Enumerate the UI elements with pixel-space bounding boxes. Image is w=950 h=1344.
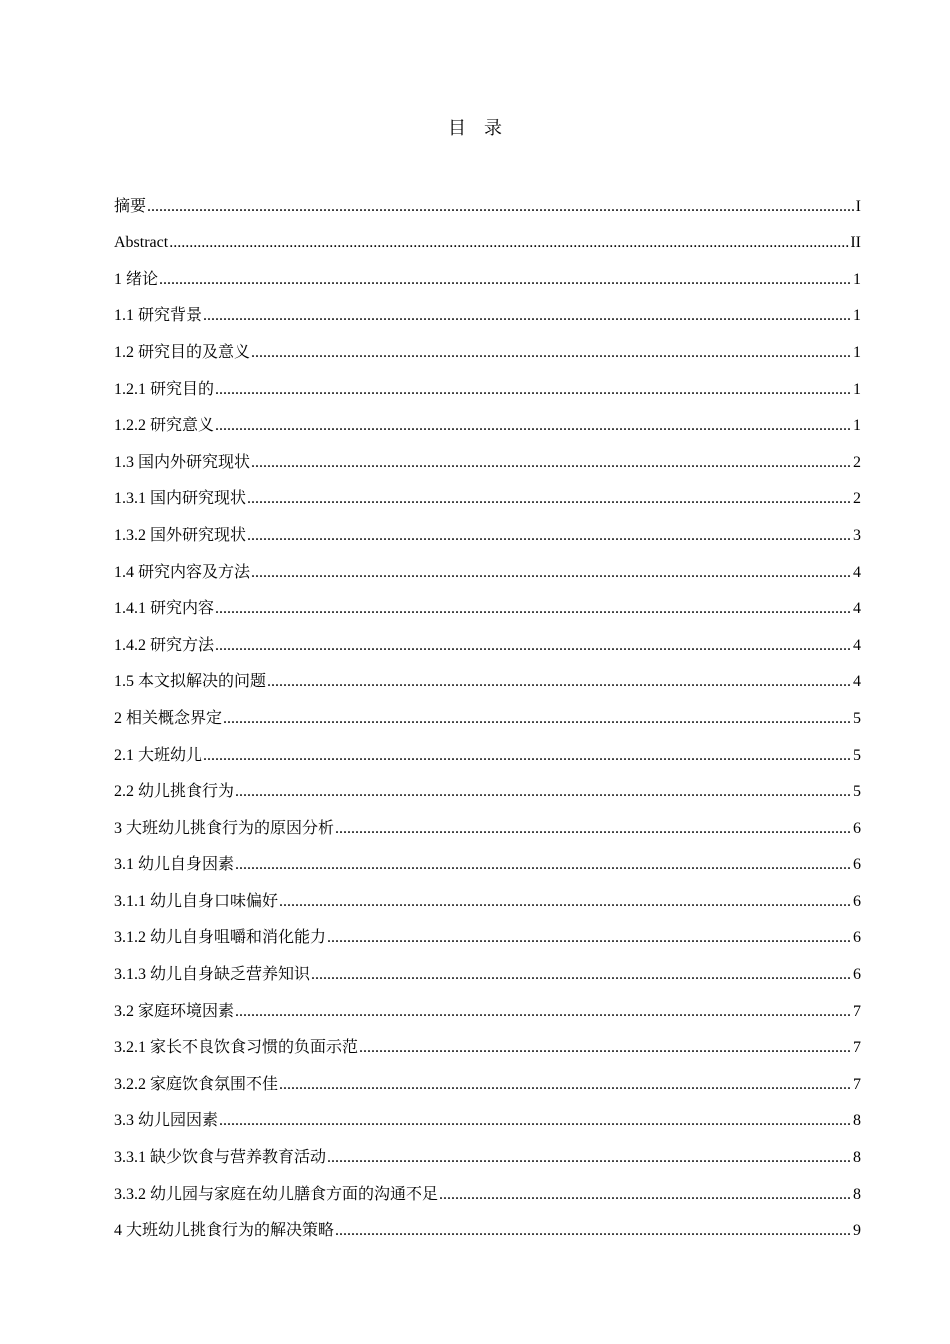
toc-dot-leader <box>439 1185 852 1205</box>
toc-entry-label: 1.5 本文拟解决的问题 <box>114 673 267 691</box>
toc-dot-leader <box>235 782 852 802</box>
toc-entry-label: 1.3 国内外研究现状 <box>114 453 251 471</box>
toc-entry[interactable] <box>114 1095 861 1132</box>
toc-entry[interactable] <box>114 1168 861 1205</box>
toc-dot-leader <box>247 526 852 546</box>
toc-entry-page-number: 7 <box>853 1039 861 1057</box>
toc-entry-label: 2.1 大班幼儿 <box>114 746 203 764</box>
toc-entry[interactable] <box>114 363 861 400</box>
toc-entry-page-number: I <box>855 197 861 215</box>
toc-entry[interactable] <box>114 619 861 656</box>
toc-entry-page-number: 6 <box>853 892 861 910</box>
toc-entry-label: 3.1.3 幼儿自身缺乏营养知识 <box>114 966 311 984</box>
toc-entry-label: 1.2.2 研究意义 <box>114 417 215 435</box>
toc-entry-label: 1.2.1 研究目的 <box>114 380 215 398</box>
toc-entry-page-number: 6 <box>853 929 861 947</box>
toc-entry[interactable] <box>114 290 861 327</box>
toc-dot-leader <box>327 928 852 948</box>
toc-entry-page-number: II <box>850 234 861 252</box>
toc-entry-label: 3.3.1 缺少饮食与营养教育活动 <box>114 1149 327 1167</box>
toc-entry[interactable] <box>114 253 861 290</box>
toc-title: 目 录 <box>448 118 502 138</box>
toc-entry-label: 摘要 <box>114 197 147 215</box>
toc-entry-label: 1.4 研究内容及方法 <box>114 563 251 581</box>
toc-dot-leader <box>279 1075 852 1095</box>
toc-entry[interactable] <box>114 546 861 583</box>
toc-entry-label: 1.4.2 研究方法 <box>114 636 215 654</box>
toc-entry[interactable] <box>114 583 861 620</box>
toc-entry[interactable] <box>114 473 861 510</box>
toc-entry[interactable] <box>114 839 861 876</box>
toc-entry-page-number: 1 <box>853 417 861 435</box>
toc-entry-page-number: 4 <box>853 563 861 581</box>
toc-entry-label: 1 绪论 <box>114 270 159 288</box>
toc-entry[interactable] <box>114 656 861 693</box>
toc-entry-page-number: 1 <box>853 307 861 325</box>
toc-dot-leader <box>215 636 852 656</box>
toc-entry-page-number: 1 <box>853 343 861 361</box>
toc-entry[interactable] <box>114 692 861 729</box>
toc-entry-label: 3.1.2 幼儿自身咀嚼和消化能力 <box>114 929 327 947</box>
toc-entry-label: 4 大班幼儿挑食行为的解决策略 <box>114 1222 335 1240</box>
toc-entry-label: 1.1 研究背景 <box>114 307 203 325</box>
toc-entry-label: 3.2.1 家长不良饮食习惯的负面示范 <box>114 1039 359 1057</box>
toc-entry-page-number: 8 <box>853 1149 861 1167</box>
toc-entry[interactable] <box>114 509 861 546</box>
toc-entry[interactable] <box>114 875 861 912</box>
toc-entry-page-number: 1 <box>853 270 861 288</box>
toc-entry-label: 3.2 家庭环境因素 <box>114 1002 235 1020</box>
toc-entry-page-number: 2 <box>853 490 861 508</box>
toc-dot-leader <box>159 270 852 290</box>
toc-entry-page-number: 4 <box>853 673 861 691</box>
toc-dot-leader <box>267 672 852 692</box>
toc-dot-leader <box>235 855 852 875</box>
toc-dot-leader <box>219 1111 852 1131</box>
toc-entry[interactable] <box>114 1022 861 1059</box>
toc-dot-leader <box>251 563 852 583</box>
toc-entry[interactable] <box>114 400 861 437</box>
toc-entry[interactable] <box>114 1205 861 1242</box>
toc-entry[interactable] <box>114 766 861 803</box>
toc-dot-leader <box>335 819 852 839</box>
toc-dot-leader <box>169 233 849 253</box>
toc-entry-label: 2 相关概念界定 <box>114 709 223 727</box>
toc-entry[interactable] <box>114 948 861 985</box>
toc-dot-leader <box>235 1002 852 1022</box>
toc-dot-leader <box>279 892 852 912</box>
toc-entry-label: 3.3.2 幼儿园与家庭在幼儿膳食方面的沟通不足 <box>114 1185 439 1203</box>
toc-entry-label: 1.3.2 国外研究现状 <box>114 526 247 544</box>
toc-dot-leader <box>327 1148 852 1168</box>
toc-entry[interactable] <box>114 217 861 254</box>
toc-entry-label: 3.1.1 幼儿自身口味偏好 <box>114 892 279 910</box>
toc-dot-leader <box>335 1221 852 1241</box>
toc-dot-leader <box>203 746 852 766</box>
toc-entry-page-number: 5 <box>853 746 861 764</box>
toc-entry-page-number: 9 <box>853 1222 861 1240</box>
toc-entry-page-number: 3 <box>853 526 861 544</box>
toc-dot-leader <box>223 709 852 729</box>
toc-dot-leader <box>215 380 852 400</box>
toc-entry[interactable] <box>114 326 861 363</box>
toc-entry-page-number: 5 <box>853 783 861 801</box>
toc-entry-page-number: 8 <box>853 1112 861 1130</box>
toc-entry-page-number: 6 <box>853 966 861 984</box>
toc-entry-label: 3.3 幼儿园因素 <box>114 1112 219 1130</box>
toc-entry-page-number: 7 <box>853 1002 861 1020</box>
toc-entry-page-number: 5 <box>853 709 861 727</box>
toc-dot-leader <box>251 343 852 363</box>
toc-dot-leader <box>251 453 852 473</box>
toc-entry-label: 3.2.2 家庭饮食氛围不佳 <box>114 1075 279 1093</box>
toc-entry-label: 1.4.1 研究内容 <box>114 600 215 618</box>
toc-dot-leader <box>215 416 852 436</box>
toc-entry-page-number: 4 <box>853 600 861 618</box>
toc-entry-page-number: 2 <box>853 453 861 471</box>
toc-entry-page-number: 6 <box>853 819 861 837</box>
toc-dot-leader <box>203 306 852 326</box>
toc-entry-label: 3 大班幼儿挑食行为的原因分析 <box>114 819 335 837</box>
toc-entry-page-number: 7 <box>853 1075 861 1093</box>
toc-entry[interactable] <box>114 729 861 766</box>
toc-entry-label: Abstract <box>114 234 169 252</box>
toc-entry-label: 3.1 幼儿自身因素 <box>114 856 235 874</box>
toc-entry[interactable] <box>114 1131 861 1168</box>
toc-dot-leader <box>359 1038 852 1058</box>
toc-entry[interactable] <box>114 985 861 1022</box>
toc-entry-label: 2.2 幼儿挑食行为 <box>114 783 235 801</box>
toc-entry[interactable] <box>114 912 861 949</box>
toc-entry[interactable] <box>114 802 861 839</box>
toc-dot-leader <box>311 965 852 985</box>
toc-dot-leader <box>147 197 855 217</box>
toc-entry-page-number: 4 <box>853 636 861 654</box>
toc-entry-label: 1.3.1 国内研究现状 <box>114 490 247 508</box>
toc-entry-page-number: 6 <box>853 856 861 874</box>
toc-entry[interactable] <box>114 1058 861 1095</box>
toc-list <box>114 180 861 1241</box>
toc-dot-leader <box>215 599 852 619</box>
toc-dot-leader <box>247 489 852 509</box>
toc-entry[interactable] <box>114 436 861 473</box>
toc-entry[interactable] <box>114 180 861 217</box>
toc-entry-label: 1.2 研究目的及意义 <box>114 343 251 361</box>
toc-entry-page-number: 1 <box>853 380 861 398</box>
toc-entry-page-number: 8 <box>853 1185 861 1203</box>
